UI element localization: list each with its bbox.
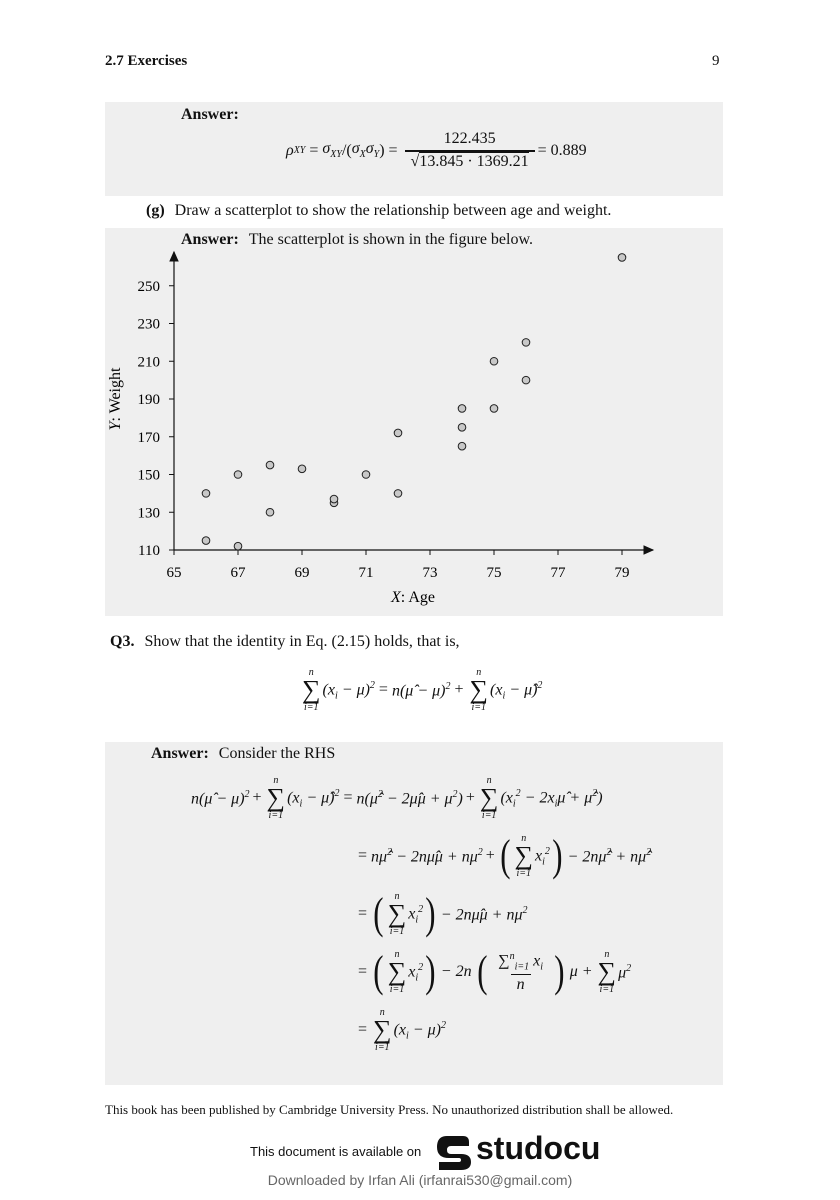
x-axis-label: X: Age	[391, 589, 435, 606]
studocu-banner[interactable]	[250, 1130, 650, 1174]
answer-box-scatterplot	[105, 228, 723, 616]
derivation-line-2: = nμ̂$^2$ − 2nμ̂μ + $n\mu^2$ + ( n ∑ i=1 $x_i^2$ ) − 2nμ̂$^2$ + nμ̂$^2$	[358, 831, 652, 881]
q3-text: Show that the identity in Eq. (2.15) holds, that is,	[144, 633, 460, 650]
studocu-brand: studocu	[476, 1130, 601, 1166]
answer-text: The scatterplot is shown in the figure below.	[248, 231, 533, 248]
scatter-point	[298, 465, 306, 473]
derivation-answer-line	[151, 745, 335, 763]
answer-label: Answer:	[181, 231, 239, 248]
x-tick-label: 73	[422, 565, 438, 581]
x-tick-label: 65	[166, 565, 182, 581]
section-header: 2.7 Exercises	[105, 53, 188, 69]
scatter-point	[234, 471, 242, 479]
y-tick-label: 210	[137, 354, 160, 371]
copyright-note: This book has been published by Cambridge University Press. No unauthorized distribution shall be allowed.	[105, 1102, 674, 1117]
x-tick-label: 79	[614, 565, 630, 581]
rho-symbol: ρ	[286, 141, 294, 159]
derivation-line-3: = ( n ∑ i=1 $x_i^2$ ) − 2nμ̂μ + $n\mu^2$	[358, 889, 528, 939]
y-tick-label: 170	[137, 429, 160, 446]
scatter-point	[522, 339, 530, 347]
scatter-point	[458, 424, 466, 432]
scatter-point	[266, 461, 274, 469]
scatter-point	[330, 495, 338, 503]
scatter-point	[234, 542, 242, 550]
q3-question	[110, 633, 460, 651]
scatter-point	[458, 442, 466, 450]
scatter-point	[202, 490, 210, 498]
x-tick-label: 67	[230, 565, 246, 581]
studocu-logo-icon	[433, 1132, 473, 1172]
scatter-point	[490, 357, 498, 365]
x-tick-label: 71	[358, 565, 374, 581]
q3-label: Q3.	[110, 633, 135, 650]
part-g-label: (g)	[146, 202, 165, 219]
scatter-point	[522, 376, 530, 384]
download-info: Downloaded by Irfan Ali (irfanrai530@gmail.com)	[267, 1172, 573, 1188]
y-axis-label: Y: Weight	[107, 367, 124, 431]
scatter-point	[458, 405, 466, 413]
part-g-question	[146, 202, 611, 220]
answer-label: Answer:	[181, 106, 239, 123]
available-text: This document is available on	[250, 1144, 422, 1159]
answer-box-correlation	[105, 102, 723, 196]
y-tick-label: 150	[137, 467, 160, 484]
correlation-formula: ρ XY = $\sigma_{XY}$ /( $\sigma_X\sigma_Y$ ) = $\frac{122.435}{√13.845 \cdot 1369.21}$ = 0.889	[286, 130, 587, 170]
correlation-fraction: $\frac{122.435}{√13.845 \cdot 1369.21}$	[405, 130, 535, 171]
y-tick-label: 130	[137, 505, 160, 522]
fraction-denominator: 13.845 · 1369.21	[419, 153, 529, 170]
y-tick-label: 250	[137, 278, 160, 295]
derivation-line-1: n(μ̂ − μ)$^2$ + n ∑ i=1 ($x_i$ − μ̂)$^2$ = n(μ̂$^2$ − 2μ̂μ + $\mu^2$) + n ∑ i=1 ($x_i^2$ − $2x_i\mû$ + μ̂$^2$)	[191, 775, 603, 821]
x-tick-label: 69	[294, 565, 310, 581]
x-tick-label: 77	[550, 565, 566, 581]
answer-box-derivation	[105, 742, 723, 1085]
scatter-point	[202, 537, 210, 545]
q3-identity: n ∑ i=1 $(x_i - \mu)^2$ = n(μ̂ − μ)$^2$ + n ∑ i=1 ($x_i$ − μ̂)$^2$	[302, 667, 543, 713]
derivation-line-4: = ( n ∑ i=1 $x_i^2$ ) − 2n ( $\frac{\sum^n_{i=1} x_i}{n}$ ) μ + n ∑ i=1 $\mu^2$	[358, 947, 632, 997]
answer-text: Consider the RHS	[218, 745, 336, 762]
y-tick-label: 110	[138, 543, 160, 559]
scatter-point	[394, 429, 402, 437]
part-g-text: Draw a scatterplot to show the relationship between age and weight.	[174, 202, 612, 219]
scatter-point	[394, 490, 402, 498]
answer-label: Answer:	[151, 745, 209, 762]
correlation-result: = 0.889	[537, 141, 587, 159]
fraction-numerator: 122.435	[443, 130, 496, 147]
derivation-line-5: = n ∑ i=1 $(x_i - \mu)^2$	[358, 1007, 446, 1053]
scatter-point	[362, 471, 370, 479]
x-tick-label: 75	[486, 565, 502, 581]
scatter-point	[618, 254, 626, 262]
scatterplot	[105, 228, 723, 616]
scatter-point	[490, 405, 498, 413]
page-number: 9	[712, 53, 720, 69]
y-tick-label: 190	[137, 392, 160, 408]
scatter-point	[266, 508, 274, 516]
y-tick-label: 230	[137, 316, 160, 333]
